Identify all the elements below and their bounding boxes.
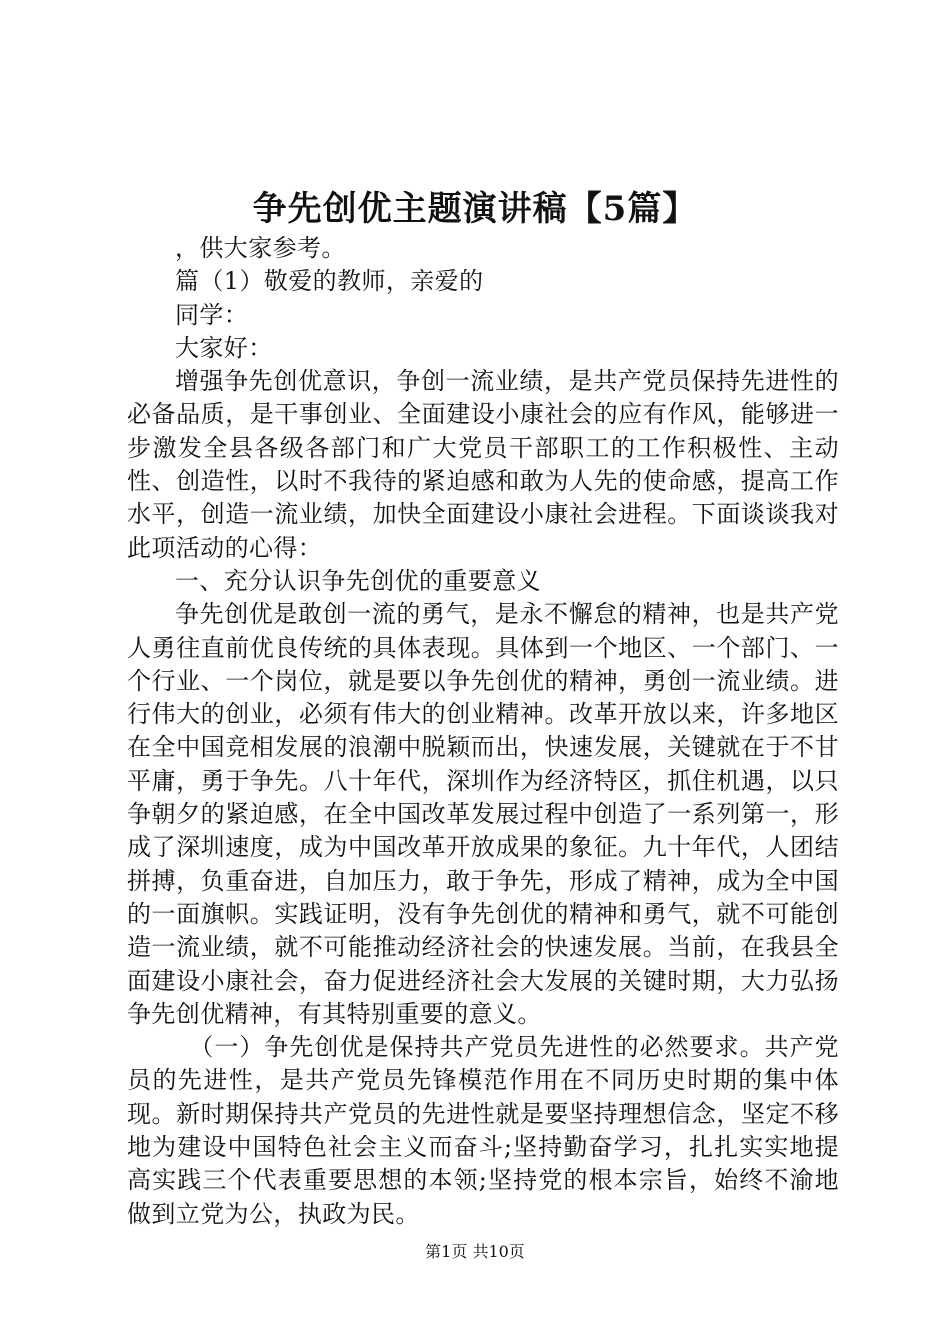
document-title: 争先创优主题演讲稿【5篇】 — [252, 189, 698, 229]
paragraph-intro: ，供大家参考。 — [175, 234, 346, 262]
paragraph-body: 增强争先创优意识，争创一流业绩，是共产党员保持先进性的必备品质，是干事创业、全面建设小康社会的应有作风，能够进一步激发全县各级各部门和广大党员干部职工的工作积极性、主动性、创造性，以时不我待的紧迫感和敢为人先的使命感，提高工作水平，创造一流业绩，加快全面建设小康社会进程。下面谈谈我对此项活动的心得： — [127, 367, 839, 562]
paragraph-greeting-3: 大家好： — [175, 333, 273, 362]
paragraph-body: 争先创优是敢创一流的勇气，是永不懈怠的精神，也是共产党人勇往直前优良传统的具体表现。具体到一个地区、一个部门、一个行业、一个岗位，就是要以争先创优的精神，勇创一流业绩。进行伟大的创业，必须有伟大的创业精神。改革开放以来，许多地区在全中国竞相发展的浪潮中脱颖而出，快速发展，关键就在于不甘平庸，勇于争先。八十年代，深圳作为经济特区，抓住机遇，以只争朝夕的紧迫感，在全中国改革发展过程中创造了一系列第一，形成了深圳速度，成为中国改革开放成果的象征。九十年代，人团结拼搏，负重奋进，自加压力，敢于争先，形成了精神，成为全中国的一面旗帜。实践证明，没有争先创优的精神和勇气，就不可能创造一流业绩，就不可能推动经济社会的快速发展。当前，在我县全面建设小康社会，奋力促进经济社会大发展的关键时期，大力弘扬争先创优精神，有其特别重要的意义。 — [127, 600, 839, 1028]
paragraph-greeting-2: 同学： — [175, 300, 249, 329]
document-body — [127, 232, 839, 1231]
section-heading: 一、充分认识争先创优的重要意义 — [175, 566, 541, 595]
page-number-footer: 第1页 共10页 — [425, 1242, 525, 1261]
paragraph-greeting-1: 篇（1）敬爱的教师，亲爱的 — [175, 267, 484, 296]
paragraph-subsection: （一）争先创优是保持共产党员先进性的必然要求。共产党员的先进性，是共产党员先锋模范作用在不同历史时期的集中体现。新时期保持共产党员的先进性就是要坚持理想信念，坚定不移地为建设中国特色社会主义而奋斗;坚持勤奋学习，扎扎实实地提高实践三个代表重要思想的本领;坚持党的根本宗旨，始终不渝地做到立党为公，执政为民。 — [127, 1033, 839, 1228]
